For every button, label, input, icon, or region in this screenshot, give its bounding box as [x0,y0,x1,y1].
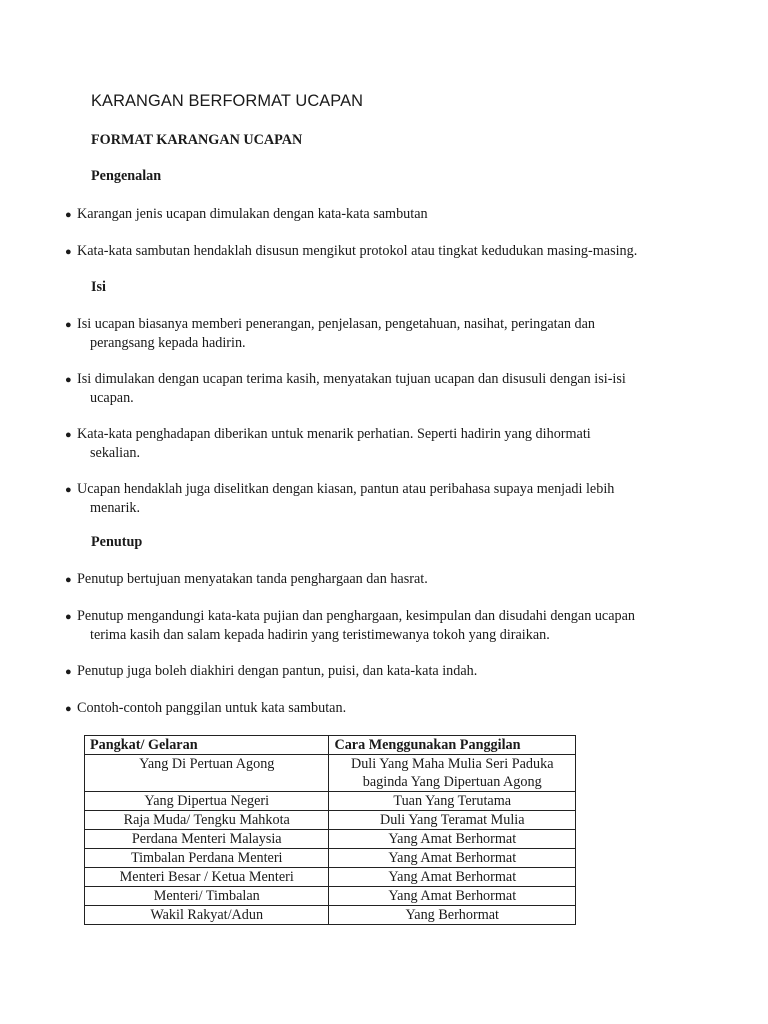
table-header-row [85,736,576,755]
bullet-icon: ● [65,374,72,386]
format-heading: FORMAT KARANGAN UCAPAN [91,132,303,148]
list-item: ● Isi dimulakan dengan ucapan terima kasih, menyatakan tujuan ucapan dan disusuli dengan isi-isi ucapan. [65,371,626,406]
bullet-icon: ● [65,246,72,258]
table-cell: Timbalan Perdana Menteri [85,849,329,868]
table-row [85,811,576,830]
table-row [85,849,576,868]
page-title: KARANGAN BERFORMAT UCAPAN [91,92,364,110]
table-row [85,868,576,887]
table-cell: Duli Yang Maha Mulia Seri Paduka baginda Yang Dipertuan Agong [329,755,576,792]
table-cell: Raja Muda/ Tengku Mahkota [85,811,329,830]
list-item: ● Kata-kata sambutan hendaklah disusun mengikut protokol atau tingkat kedudukan masing-masing. [65,243,638,259]
table-row [85,792,576,811]
table-cell: Tuan Yang Terutama [329,792,576,811]
table-cell: Yang Amat Berhormat [329,849,576,868]
list-item: ● Karangan jenis ucapan dimulakan dengan kata-kata sambutan [65,206,428,222]
table-cell: Yang Amat Berhormat [329,830,576,849]
list-item: ● Kata-kata penghadapan diberikan untuk menarik perhatian. Seperti hadirin yang dihormati sekalian. [65,426,591,461]
table-cell: Yang Amat Berhormat [329,887,576,906]
salutation-table [84,735,576,925]
bullet-icon: ● [65,209,72,221]
table-cell: Yang Di Pertuan Agong [85,755,329,792]
table-cell: Menteri/ Timbalan [85,887,329,906]
table-row [85,830,576,849]
table-row [85,755,576,792]
list-item: ● Penutup mengandungi kata-kata pujian dan penghargaan, kesimpulan dan disudahi dengan ucapan terima kasih dan salam kepada hadirin yang teristimewanya tokoh yang diraikan. [65,608,636,643]
table-header-cell: Cara Menggunakan Panggilan [329,736,576,755]
table-cell: Perdana Menteri Malaysia [85,830,329,849]
table-cell: Yang Berhormat [329,906,576,925]
table-row [85,906,576,925]
table-cell: Yang Amat Berhormat [329,868,576,887]
section-heading-penutup: Penutup [91,534,143,550]
list-item: ● Penutup juga boleh diakhiri dengan pantun, puisi, dan kata-kata indah. [65,663,478,679]
list-item: ● Ucapan hendaklah juga diselitkan dengan kiasan, pantun atau peribahasa supaya menjadi lebih menarik. [65,481,615,516]
list-item: ● Penutup bertujuan menyatakan tanda penghargaan dan hasrat. [65,571,428,587]
table-cell: Yang Dipertua Negeri [85,792,329,811]
list-item: ● Isi ucapan biasanya memberi penerangan, penjelasan, pengetahuan, nasihat, peringatan dan perangsang kepada hadirin. [65,316,596,351]
table-cell: Wakil Rakyat/Adun [85,906,329,925]
section-heading-isi: Isi [91,279,106,295]
table-row [85,887,576,906]
table-header-cell: Pangkat/ Gelaran [85,736,329,755]
bullet-icon: ● [65,319,72,331]
bullet-icon: ● [65,574,72,586]
table-cell: Duli Yang Teramat Mulia [329,811,576,830]
list-item: ● Contoh-contoh panggilan untuk kata sambutan. [65,700,347,716]
section-heading-pengenalan: Pengenalan [91,168,162,184]
bullet-icon: ● [65,429,72,441]
bullet-icon: ● [65,484,72,496]
bullet-icon: ● [65,666,72,678]
bullet-icon: ● [65,611,72,623]
table-cell: Menteri Besar / Ketua Menteri [85,868,329,887]
bullet-icon: ● [65,703,72,715]
